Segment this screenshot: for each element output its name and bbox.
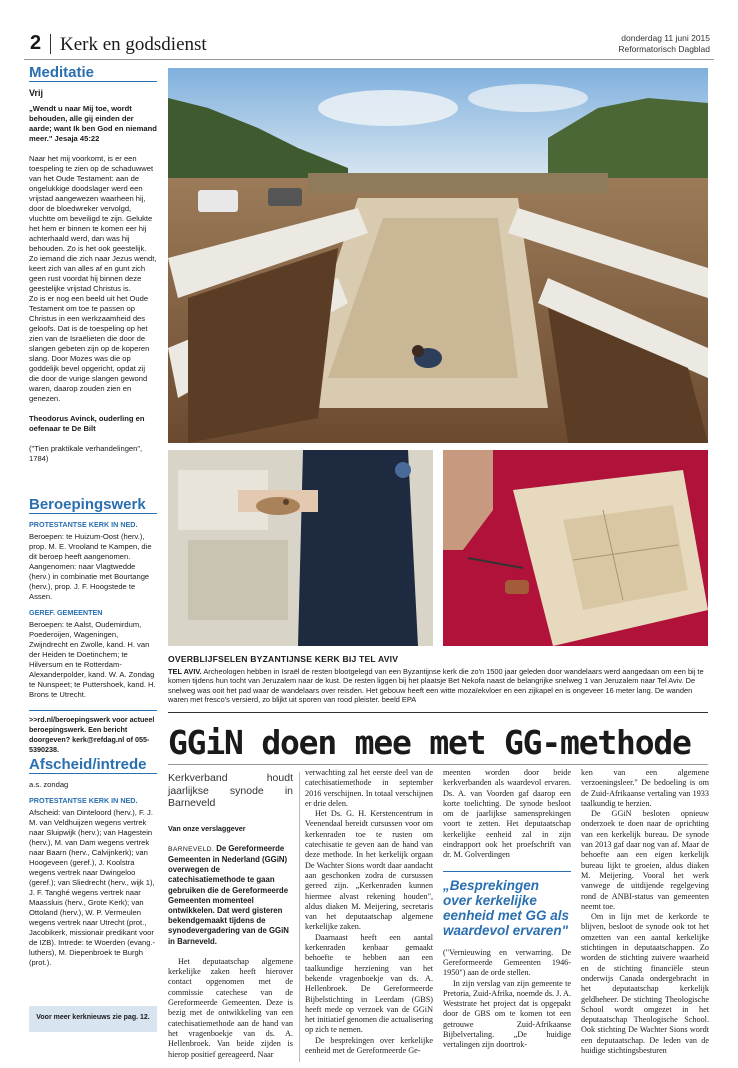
article-column-4	[581, 768, 709, 1056]
article-p11: Om in lijn met de kerkorde te blijven, besloot de synode ook tot het omzetten van een aantal kerkelijke stichtingen in deputaatschappen. Zo worden de stichting zuivere waarheid en de stichting financiële steun onderwijs Canada ondergebracht in het deputaatschap kerkelijk geldbeheer. De stichting Theologische School wordt omgezet in het deputaatschap Theologische School. Ook stichting De Wachter Sions wordt een deputaatschap. De leden van de huidige stichtingsbesturen	[581, 912, 709, 1056]
beroepingswerk-group-1-title: PROTESTANTSE KERK IN NED.	[29, 520, 138, 529]
meditatie-quote: „Wendt u naar Mij toe, wordt behouden, alle gij einden der aarde; want Ik ben God en niemand meer." Jesaja 45:22	[29, 104, 157, 143]
header-paper: Reformatorisch Dagblad	[618, 44, 710, 54]
caption-title: OVERBLIJFSELEN BYZANTIJNSE KERK BIJ TEL AVIV	[168, 654, 399, 664]
article-p2: verwachting zal het eerste deel van de catechisatiemethode in september 2016 verschijnen. In totaal verschijnen er drie delen.	[305, 768, 433, 808]
article-p8: In zijn verslag van zijn gemeente te Pretoria, Zuid-Afrika, noemde ds. J. A. Weststrate het project dat is opgepakt door de GBS om te komen tot een getrouwe Zuid-Afrikaanse Bijbelvertaling. „De huidige vertalingen zijn doortrok-	[443, 978, 571, 1050]
header-dateline	[618, 33, 710, 55]
article-lead	[168, 844, 293, 947]
afscheid-when: a.s. zondag	[29, 780, 69, 789]
article-pull-quote: „Besprekingen over kerkelijke eenheid met GG als waardevol ervaren"	[443, 871, 571, 938]
article-headline: GGiN doen mee met GG-methode	[168, 723, 691, 762]
photo-caption	[168, 655, 708, 705]
header-divider	[50, 34, 51, 54]
page-header	[24, 30, 714, 60]
more-news-box: Voor meer kerknieuws zie pag. 12.	[29, 1006, 157, 1032]
article-p5: De besprekingen over kerkelijke eenheid met de Gereformeerde Ge-	[305, 1035, 433, 1056]
beroepingswerk-group-1-text: Beroepen: te Huizum-Oost (herv.), prop. M. E. Vrooland te Kampen, die dit beroep heeft aangenomen. Aangenomen: naar Vlagtwedde (herv.) in combinatie met Bourtange (herv.), prop. J. F. Hoogstede te Assen.	[29, 532, 152, 601]
article-byline: Van onze verslaggever	[168, 823, 246, 833]
beroepingswerk-block	[29, 496, 157, 755]
article-p4: Daarnaast heeft een aantal kerkenraden kenbaar gemaakt behoefte te hebben aan een taalkundige herziening van het bekende vragenboekje van ds. A. Hellenbroek. De Gereformeerde Bijbelstichting in Leerdam (GBS) heeft mede op verzoek van de GGiN het initiatief genomen die actualisering op zich te nemen.	[305, 932, 433, 1035]
article-column-2	[305, 768, 433, 1056]
article-column-1	[168, 772, 293, 1060]
meditatie-title: Meditatie	[29, 68, 157, 82]
meditatie-body-1: Naar het mij voorkomt, is er een toespeling te zien op de schaduwwet van het Oude Testament: aan de ongelukkige doodslager werd een vrijstad aangewezen waarheen hij, door de bloedwreker vervolgd, vluchtte om beveiligd te zijn. Gelukte het hem er binnen te komen eer hij achterhaald werd, dan was hij behouden. Zo is het ook geestelijk. Zo iemand die zich naar Jezus wendt, keert zich van alles af en gunt zich geen rust voordat hij binnen deze geestelijke vrijstad Christus is.	[29, 154, 157, 293]
page-number: 2	[30, 32, 42, 54]
caption-text: Archeologen hebben in Israël de resten blootgelegd van een Byzantijnse kerk die zo'n 1500 jaar geleden door wandelaars werd aangedaan om een bij te komen tijdens hun tocht van Jeruzalem naar de kust. De resten liggen bij het plaatsje Bet Nekofa naast de belangrijke snelweg 1 van Jeruzalem naar Tel Aviv. De snelweg was ooit het pad waar de wandelaars over reisden. Het gebouw heeft een witte mozaïekvloer en een zijkapel en is ongeveer 16 meter lang. De wanden waren met fresco's versierd, zo blijkt uit sporen van rood pleister.	[168, 666, 704, 705]
article-lead-place: BARNEVELD.	[168, 845, 215, 853]
column-divider	[299, 772, 300, 1062]
meditatie-source: ("Tien praktikale verhandelingen", 1784)	[29, 444, 143, 463]
article-kicker: Kerkverband houdt jaarlijkse synode in Barneveld	[168, 772, 293, 809]
mosaic-photo	[443, 450, 708, 646]
article-headline-rule	[168, 764, 708, 765]
article-p10: De GGiN besloten opnieuw onderzoek te doen naar de oprichting van een kerkelijk bureau. De synode van 2013 gaf daar nog van af. Maar de behoefte aan een eigen kerkelijk bureau lijkt te groeien, aldus diaken M. Meijering. Vooral het werk vanwege de uitdijende regelgeving rond de ANBI-status van gemeenten neemt toe.	[581, 809, 709, 911]
afscheid-text: Afscheid: van Dinteloord (herv.), F. J. M. van Veldhuijzen wegens vertrek naar Sluipwijk (herv.); van Hagestein (herv.), M. van Dam wegens vertrek naar Baarn (herv., Calvijnkerk); van Hoogeveen (geref.), J. Koolstra wegens vertrek naar Dwingeloo (geref.); van Sliedrecht (herv., wijk 1), J. F. Tanghé wegens vertrek naar Maassluis (herv., Grote Kerk); van Ottoland (herv.), W. P. Vermeulen wegens vertrek naar Utrecht (prot., Jacobikerk, missionair predikant voor de IZB). Intrede: te Woerden (evang.-luthers), M. Diepenbroek te Burgh (prot.).	[29, 808, 156, 967]
excavation-photo	[168, 68, 708, 443]
beroepingswerk-title: Beroepingswerk	[29, 500, 157, 514]
article-p9: ken van een algemene verzoeningsleer." De bedoeling is om de Zuid-Afrikaanse vertaling van 1933 taalkundig te herzien.	[581, 768, 709, 808]
header-date: donderdag 11 juni 2015	[621, 33, 710, 43]
beroepingswerk-note: >>rd.nl/beroepingswerk voor actueel beroepingswerk. Een bericht doorgeven? kerk@refdag.nl of 055-5390238.	[29, 710, 157, 755]
beroepingswerk-group-2-text: Beroepen: te Aalst, Oudemirdum, Poederoijen, Wageningen, Zwijndrecht en Zwolle, kand. H. van der Heiden te Doetinchem; te Hilversum en te Rotterdam-Alexanderpolder, kand. W. A. Zondag te Nunspeet; te Puttershoek, kand. H. Brons te Utrecht.	[29, 620, 156, 699]
meditatie-body-2: Zo is er nog een beeld uit het Oude Testament om toe te passen op Christus in een werkzaamheid des geloofs. Dat is de toespeling op het zien van de Israëlieten die door de slangen gebeten zijn op de koperen slang. Door Mozes was die op goddelijk bevel opgericht, opdat zij die door de vurige slangen gewond waren, daarop zouden zien en genezen.	[29, 294, 150, 403]
section-title: Kerk en godsdienst	[60, 34, 207, 55]
lamp-photo	[168, 450, 433, 646]
beroepingswerk-group-2-title: GEREF. GEMEENTEN	[29, 608, 103, 617]
caption-place: TEL AVIV.	[168, 666, 202, 676]
article-lead-text: De Gereformeerde Gemeenten in Nederland (GGiN) overwegen de catechisatiemethode te gaan gebruiken die de Gereformeerde Gemeenten momenteel ontwikkelen. Dat werd gisteren bekendgemaakt tijdens de synodevergadering van de GGiN in Barneveld.	[168, 843, 289, 946]
caption-body	[168, 667, 708, 705]
article-p3: Het Ds. G. H. Kerstencentrum in Veenendaal bereidt cursussen voor om kerkenraden toe te rusten om catechisatie te geven aan de hand van deze methode. In het kerkelijk orgaan De Wachter Sions wordt daar aandacht aan geschonken zodra de cursussen gereed zijn. „Kerkenraden kunnen hiermee alvast rekening houden", aldus diaken M. Meijering, secretaris van het deputaatschap algemene kerkelijke zaken.	[305, 809, 433, 932]
meditatie-kop: Vrij	[29, 88, 44, 98]
article-p7: ("Vernieuwing en verwarring. De Gereformeerde Gemeenten 1946-1950") aan de orde stellen.	[443, 947, 571, 978]
article-p1: Het deputaatschap algemene kerkelijke zaken heeft hierover contact opgenomen met de commissie catechese van de Gereformeerde Gemeenten. Deze is bezig met de ontwikkeling van een catechisatiemethode aan de hand van het vragenboekje van ds. A. Hellenbroek. Van beide zijden is hierop positief gereageerd. Naar	[168, 956, 293, 1059]
article-column-3	[443, 768, 571, 1051]
afscheid-group-title: PROTESTANTSE KERK IN NED.	[29, 796, 138, 805]
caption-credit: beeld EPA	[381, 695, 417, 705]
afscheid-block	[29, 756, 157, 968]
article-p6: meenten worden door beide kerkverbanden als waardevol ervaren. Ds. A. van Voorden gaf daarop een korte toelichting. De synode besloot om de jaarlijkse samensprekingen voort te zetten. Het deputaatschap kerkelijke eenheid zal in zijn eindrapport ook het proefschrift van dr. M. Golverdingen	[443, 768, 571, 860]
afscheid-title: Afscheid/intrede	[29, 760, 157, 774]
meditatie-block	[29, 64, 157, 464]
meditatie-author: Theodorus Avinck, ouderling en oefenaar te De Bilt	[29, 414, 145, 433]
article-top-rule	[168, 712, 708, 713]
